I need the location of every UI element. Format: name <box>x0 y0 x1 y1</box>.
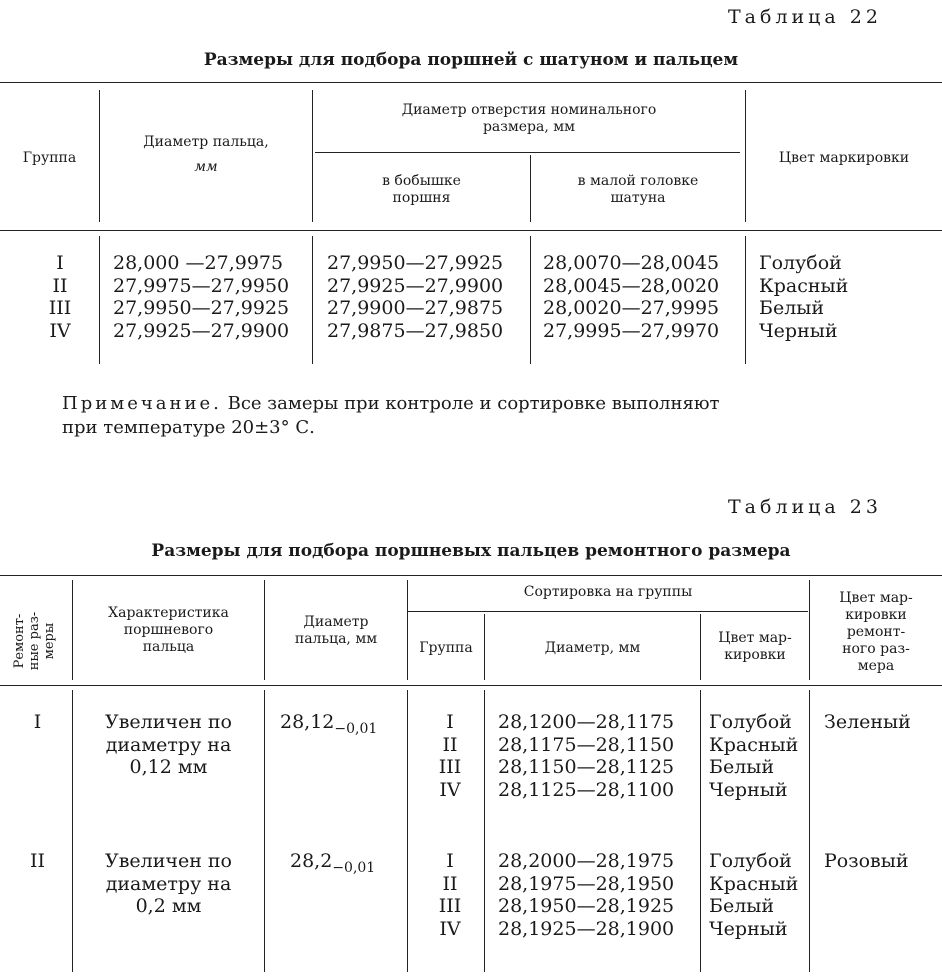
column-color-23b <box>709 850 798 940</box>
note-text: Все замеры при контроле и сортировке выполняют <box>227 393 720 414</box>
table-cell: Черный <box>759 319 838 342</box>
table-cell: Красный <box>759 274 849 297</box>
table-22-top-rule <box>0 82 942 83</box>
header-group: Группа <box>22 150 77 166</box>
column-pin-diameter <box>113 252 289 342</box>
table-cell: 28,1150—28,1125 <box>498 756 675 778</box>
repair-color-cell: Зеленый <box>824 711 911 733</box>
table-cell: 27,9875—27,9850 <box>327 319 504 342</box>
table-22-label: Таблица 22 <box>728 6 882 28</box>
table-cell: Белый <box>709 756 775 778</box>
table-cell: 28,1975—28,1950 <box>498 872 675 895</box>
pin-characteristic-cell: Увеличен по диаметру на 0,2 мм <box>104 850 233 917</box>
header-pin-diameter: Диаметр пальца, мм <box>143 134 269 175</box>
table-cell: 27,9995—27,9970 <box>543 319 720 342</box>
repair-size-cell: I <box>33 711 42 733</box>
table-cell: 27,9925—27,9900 <box>327 274 504 297</box>
table-cell: II <box>442 733 458 756</box>
table-23-title: Размеры для подбора поршневых пальцев ремонтного размера <box>151 541 791 561</box>
table-cell: II <box>442 872 458 895</box>
pin-characteristic-cell: Увеличен по диаметру на 0,12 мм <box>104 711 233 778</box>
repair-color-cell: Розовый <box>824 850 909 872</box>
column-diameter-23a <box>498 711 674 801</box>
table-cell: Черный <box>709 917 788 940</box>
table-23-top-rule <box>0 575 942 576</box>
table-cell: Белый <box>709 895 775 917</box>
table-22-header-rule <box>0 230 942 231</box>
table-cell: 28,0045—28,0020 <box>543 274 720 297</box>
pin-diameter-cell: $28,12_{-0,01}$ <box>280 711 378 737</box>
table-cell: 28,1175—28,1150 <box>498 733 675 756</box>
note-label: Примечание. <box>62 393 222 414</box>
table-cell: 27,9975—27,9950 <box>113 274 290 297</box>
table-cell: 28,1950—28,1925 <box>498 895 675 917</box>
table-cell: Голубой <box>759 252 842 274</box>
header-hole-diameter: Диаметр отверстия номинального размера, мм <box>401 102 657 135</box>
header-pin-diameter-23: Диаметр пальца, мм <box>294 614 378 647</box>
table-22-subheader-rule <box>315 152 740 153</box>
table-22-note-line-2: при температуре 20±3° С. <box>62 417 315 438</box>
table-cell: III <box>48 297 72 319</box>
repair-size-cell: II <box>29 850 45 872</box>
table-cell: 28,1200—28,1175 <box>498 711 675 733</box>
table-22-title: Размеры для подбора поршней с шатуном и пальцем <box>203 50 739 70</box>
table-cell: Красный <box>709 733 799 756</box>
table-cell: Красный <box>709 872 799 895</box>
header-in-small-head: в малой головке шатуна <box>577 173 699 206</box>
table-22-note <box>62 392 719 416</box>
table-cell: IV <box>439 917 461 940</box>
column-boss <box>327 252 503 342</box>
header-in-boss: в бобышке поршня <box>382 173 461 206</box>
column-color-23a <box>709 711 798 801</box>
table-cell: 28,2000—28,1975 <box>498 850 675 872</box>
table-cell: I <box>56 252 64 274</box>
column-group-23b <box>420 850 480 940</box>
table-23-subheader-rule <box>408 611 808 612</box>
column-diameter-23b <box>498 850 674 940</box>
table-cell: 27,9925—27,9900 <box>113 319 290 342</box>
table-cell: 27,9950—27,9925 <box>113 297 290 319</box>
table-cell: 27,9900—27,9875 <box>327 297 504 319</box>
header-pin-characteristic: Характеристика поршневого пальца <box>108 605 229 655</box>
table-cell: I <box>446 711 454 733</box>
header-diameter-23: Диаметр, мм <box>544 640 641 656</box>
header-group-23: Группа <box>419 640 473 656</box>
pin-diameter-cell: $28,2_{-0,01}$ <box>290 850 376 876</box>
table-cell: IV <box>439 778 461 801</box>
column-group-23a <box>420 711 480 801</box>
table-cell: 28,0070—28,0045 <box>543 252 720 274</box>
header-sorting: Сортировка на группы <box>523 584 693 600</box>
table-cell: Черный <box>709 778 788 801</box>
table-cell: 28,0020—27,9995 <box>543 297 720 319</box>
table-cell: Голубой <box>709 850 792 872</box>
table-cell: Белый <box>759 297 825 319</box>
header-repair-marking-color: Цвет мар- кировки ремонт- ного раз- мера <box>839 590 913 674</box>
table-cell: 27,9950—27,9925 <box>327 252 504 274</box>
table-23-header-rule <box>0 685 942 686</box>
table-cell: Голубой <box>709 711 792 733</box>
column-color <box>759 252 848 342</box>
table-23-label: Таблица 23 <box>728 496 882 518</box>
table-cell: II <box>52 274 68 297</box>
header-marking-color-23: Цвет мар- кировки <box>718 630 792 663</box>
column-group <box>30 252 90 342</box>
table-cell: IV <box>49 319 71 342</box>
table-cell: 28,000 —27,9975 <box>113 252 284 274</box>
table-cell: 28,1925—28,1900 <box>498 917 675 940</box>
column-head <box>543 252 719 342</box>
table-cell: III <box>438 756 462 778</box>
table-cell: 28,1125—28,1100 <box>498 778 675 801</box>
table-cell: III <box>438 895 462 917</box>
table-cell: I <box>446 850 454 872</box>
header-repair-sizes: Ремонт- ные раз- меры <box>12 611 57 671</box>
header-marking-color: Цвет маркировки <box>778 150 910 166</box>
